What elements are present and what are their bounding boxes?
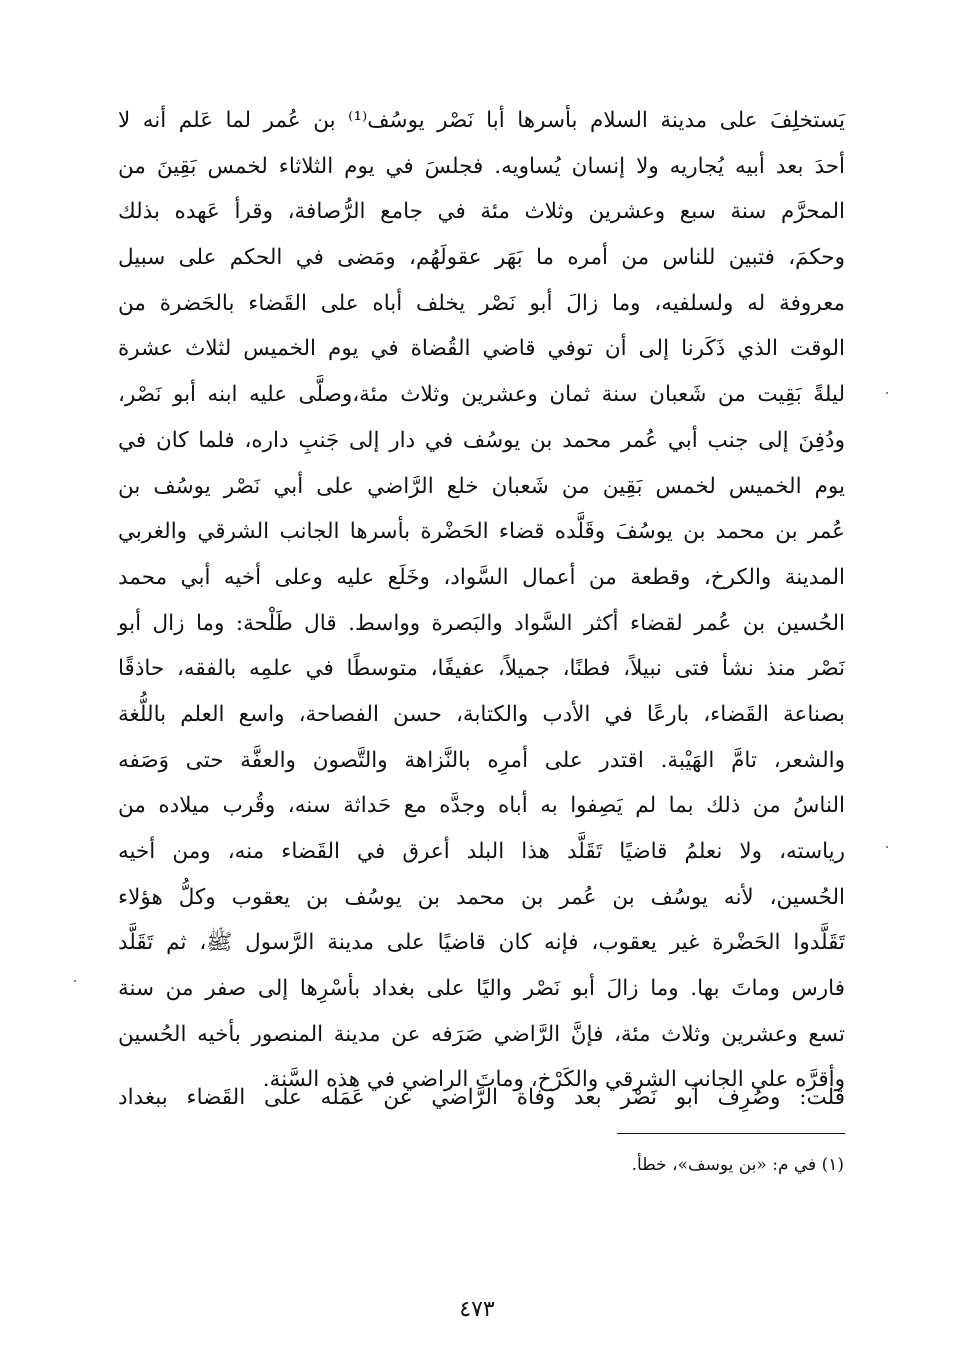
text-line: الحُسين بن عُمر لقضاء أكثر السَّواد والبَصرة وواسط. قال طَلْحة: وما زال أبو bbox=[118, 610, 845, 636]
text-line: ليلةً بَقِيت من شَعبان سنة ثمان وعشرين وثلاث مئة،وصلَّى عليه ابنه أبو نَصْر، bbox=[118, 382, 845, 408]
text-line: يوم الخميس لخمس بَقِين من شَعبان خلع الرَّاضي على أبي نَصْر يوسُف بن bbox=[118, 473, 845, 499]
text-line: تَقَلَّدوا الحَضْرة غير يعقوب، فإنه كان قاضيًا على مدينة الرَّسول ﷺ، ثم تَقَلَّد bbox=[118, 930, 845, 956]
text-line: بصناعة القَضاء، بارعًا في الأدب والكتابة، حسن الفصاحة، واسع العلم باللُّغة bbox=[118, 701, 845, 727]
text-line: عُمر بن محمد بن يوسُفَ وقَلَّده قضاء الحَضْرة بأسرها الجانب الشرقي والغربي bbox=[118, 519, 845, 545]
text-line: رياسته، ولا نعلمُ قاضيًا تَقَلَّد هذا البلد أعرق في القَضاء منه، ومن أخيه bbox=[118, 839, 845, 864]
text-line: معروفة له ولسلفيه، وما زالَ أبو نَصْر يخلف أباه على القَضاء بالحَضرة من bbox=[118, 290, 845, 316]
text-line: تسع وعشرين وثلاث مئة، فإنَّ الرَّاضي صَرَفه عن مدينة المنصور بأخيه الحُسين bbox=[118, 1021, 845, 1047]
text-line: نَصْر منذ نشأ فتى نبيلاً، فطنًا، جميلاً، عفيفًا، متوسطًا في علمِه بالفقه، حاذقًا bbox=[118, 656, 845, 682]
text-line: قلت: وصُرِف أبو نَصْر بعد وفاة الرَّاضي عن عَمَله على القَضاء ببغداد bbox=[118, 1085, 845, 1110]
text-line: وأقرَّه على الجانب الشرقي والكَرْخ، وماتَ الراضي في هذه السَّنة. bbox=[262, 1067, 845, 1093]
text-line: والشعر، تامَّ الهَيْبة. اقتدر على أمرِه بالنَّزاهة والتَّصون والعفَّة حتى وَصَفه bbox=[118, 747, 845, 773]
text-line: الناسُ من ذلك بما لم يَصِفوا به أباه وجدَّه مع حَداثة سنه، وقُرب ميلاده من bbox=[118, 793, 845, 819]
page-number: ٤٧٣ bbox=[459, 1297, 495, 1322]
second-paragraph bbox=[118, 1075, 845, 1121]
text-line: فارس وماتَ بها. وما زالَ أبو نَصْر واليًا على بغداد بأسْرِها إلى صفر من سنة bbox=[118, 976, 845, 1002]
text-line: الوقت الذي ذَكَرنا إلى أن توفي قاضي القُضاة في يوم الخميس لثلاث عشرة bbox=[118, 336, 845, 362]
text-line: الحُسين، لأنه يوسُف بن عُمر بن محمد بن يوسُف بن يعقوب وكلُّ هؤلاء bbox=[118, 884, 845, 910]
text-line: ودُفِنَ إلى جنب أبي عُمر محمد بن يوسُف في دار إلى جَنبِ داره، فلما كان في bbox=[118, 427, 845, 453]
text-line: المدينة والكرخ، وقطعة من أعمال السَّواد، وخَلَع عليه وعلى أخيه أبي محمد bbox=[118, 564, 845, 590]
scan-speck bbox=[886, 392, 888, 394]
text-line: وحكمَ، فتبين للناس من أمره ما بَهَر عقولَهُم، ومَضى في الحكم على سبيل bbox=[118, 245, 845, 271]
text-line: أحدَ بعد أبيه يُجاريه ولا إنسان يُساويه. فجلسَ في يوم الثلاثاء لخمس بَقِينَ من bbox=[118, 153, 845, 179]
text-line: المحرَّم سنة سبع وعشرين وثلاث مئة في جامع الرُّصافة، وقرأ عَهده بذلك bbox=[118, 199, 845, 225]
scan-speck bbox=[886, 846, 888, 848]
main-paragraph bbox=[118, 98, 845, 1103]
scan-speck bbox=[74, 980, 76, 982]
footnote-separator bbox=[617, 1133, 845, 1134]
footnote: (١) في م: «بن يوسف»، خطأ. bbox=[631, 1155, 844, 1175]
text-line: يَستخلِفَ على مدينة السلام بأسرها أبا نَصْر يوسُف⁽¹⁾ بن عُمر لما عَلم أنه لا bbox=[118, 108, 845, 133]
